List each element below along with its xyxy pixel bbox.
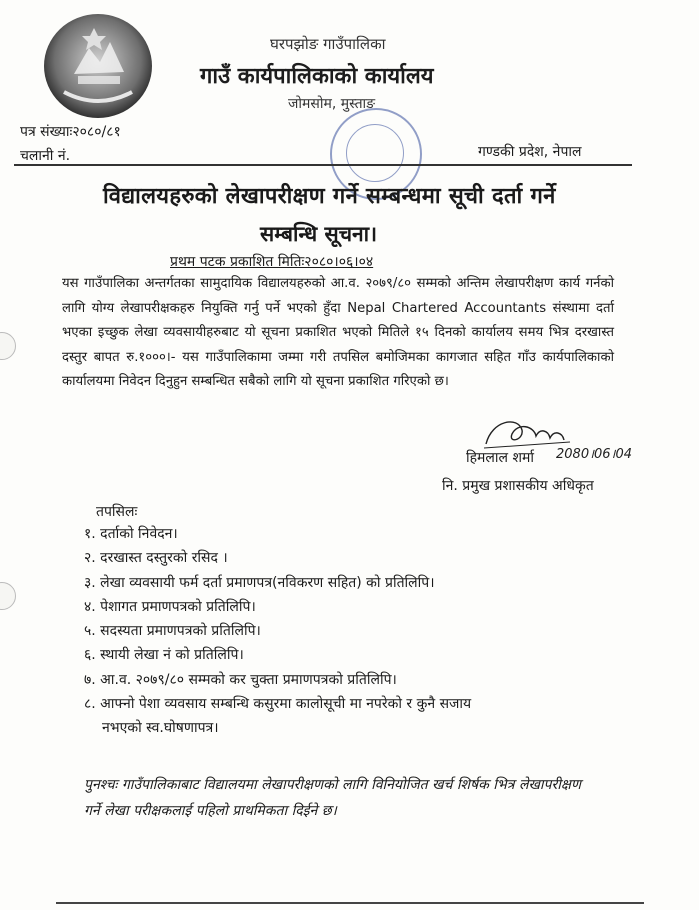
list-item: २. दरखास्त दस्तुरको रसिद । <box>84 550 228 567</box>
list-item: ४. पेशागत प्रमाणपत्रको प्रतिलिपि। <box>84 598 256 615</box>
published-date: प्रथम पटक प्रकाशित मितिः२०८०।०६।०४ <box>170 254 374 270</box>
letter-number: पत्र संख्याः२०८०/८१ <box>20 124 121 140</box>
office-location: जोमसोम, मुस्ताङ <box>288 96 376 112</box>
notice-body: यस गाउँपालिका अन्तर्गतका सामुदायिक विद्यालयहरुको आ.व. २०७९/८० सम्मको अन्तिम लेखापरीक्षण कार्य गर्नको लागि योग्य लेखापरीक्षकहरु नियुक्ति गर्नु पर्ने भएको हुँदा Nepal Chartered Accountants संस्थामा दर्ता भएका इच्छुक लेखा व्यवसायीहरुबाट यो सूचना प्रकाशित भएको मितिले १५ दिनको कार्यालय समय भित्र दरखास्त दस्तुर बापत रु.१०००।- यस गाउँपालिकामा जम्मा गरी तपसिल बमोजिमका कागजात सहित गाँउ कार्यपालिकाको कार्यालयमा निवेदन दिनुहुन सम्बन्धित सबैको लागि यो सूचना प्रकाशित गरिएको छ। <box>62 276 614 390</box>
header-divider <box>14 164 632 166</box>
punch-hole <box>0 582 16 610</box>
list-item: १. दर्ताको निवेदन। <box>84 526 178 542</box>
notice-title-line2: सम्बन्धि सूचना। <box>260 222 378 246</box>
dispatch-number: चलानी नं. <box>20 148 71 164</box>
list-item: ३. लेखा व्यवसायी फर्म दर्ता प्रमाणपत्र(नविकरण सहित) को प्रतिलिपि। <box>84 574 435 591</box>
municipality-subtitle: घरपझोङ गाउँपालिका <box>270 35 386 53</box>
annex-list <box>84 522 471 741</box>
signatory-name: हिमलाल शर्मा <box>466 450 535 466</box>
letter-meta <box>20 120 121 168</box>
list-item-continuation: नभएको स्व.घोषणापत्र। <box>102 720 219 737</box>
list-item: ७. आ.व. २०७९/८० सम्मको कर चुक्ता प्रमाणपत्रको प्रतिलिपि। <box>84 671 397 688</box>
punch-hole <box>0 332 16 360</box>
office-title: गाउँ कार्यपालिकाको कार्यालय <box>200 64 434 89</box>
notice-title-line1: विद्यालयहरुको लेखापरीक्षण गर्ने सम्बन्धमा सूची दर्ता गर्ने <box>103 184 556 209</box>
signatory-post: नि. प्रमुख प्रशासकीय अधिकृत <box>442 478 594 494</box>
province-label: गण्डकी प्रदेश, नेपाल <box>478 144 582 160</box>
signature-date: 2080।06।04 <box>556 447 633 462</box>
list-item: ८. आफ्नो पेशा व्यवसाय सम्बन्धि कसुरमा कालोसूची मा नपरेको र कुनै सजाय <box>84 696 472 713</box>
list-item: ६. स्थायी लेखा नं को प्रतिलिपि। <box>84 647 244 664</box>
postscript-note: पुनश्चः गाउँपालिकाबाट विद्यालयमा लेखापरीक्षणको लागि विनियोजित खर्च शिर्षक भित्र लेखापरीक्षण गर्ने लेखा परीक्षकलाई पहिलो प्राथमिकता दिईने छ। <box>84 777 581 819</box>
footer-divider <box>56 902 644 904</box>
nepal-emblem-icon <box>44 14 152 118</box>
list-item: ५. सदस्यता प्रमाणपत्रको प्रतिलिपि। <box>84 623 261 640</box>
annex-heading: तपसिलः <box>96 504 138 520</box>
